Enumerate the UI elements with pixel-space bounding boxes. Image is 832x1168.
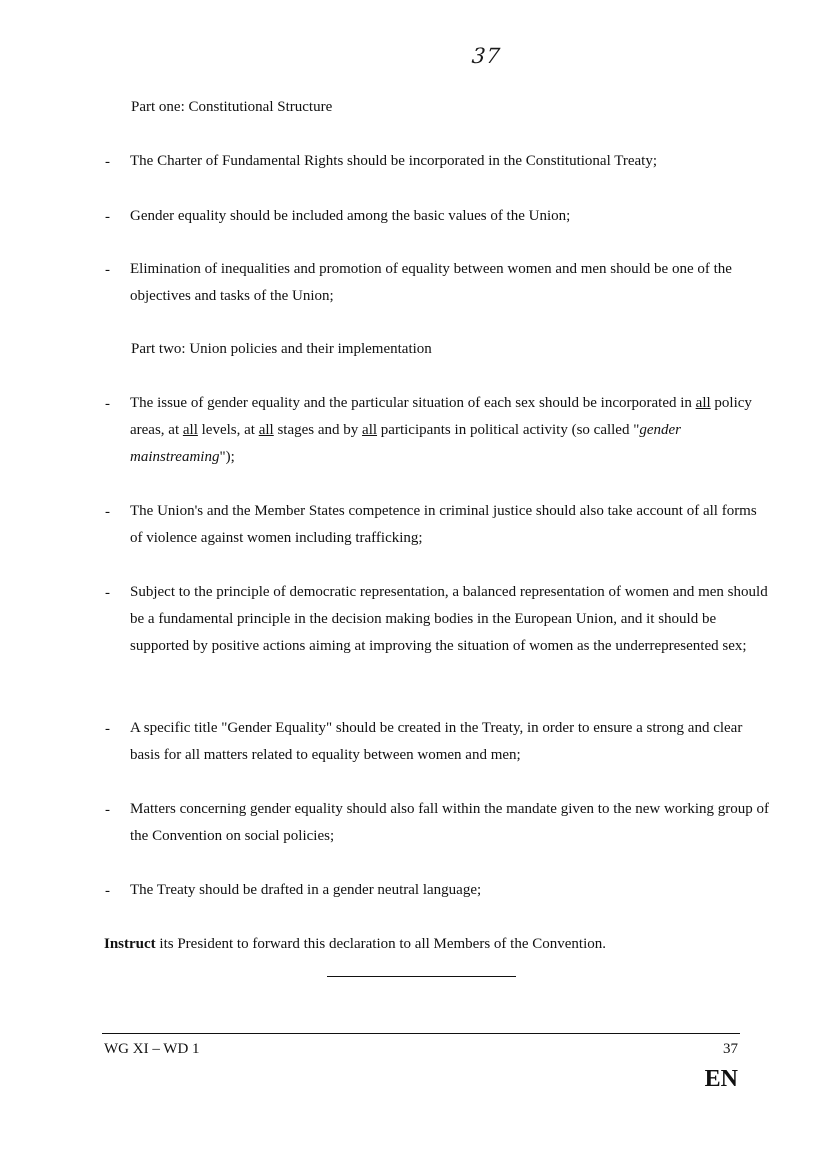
list-item: A specific title "Gender Equality" should be created in the Treaty, in order to ensure a strong and clear basis for all matters related to equality between women and men; (130, 720, 743, 763)
handwritten-page-number: 37 (470, 44, 502, 68)
italic-term: gender mainstreaming (130, 422, 681, 465)
bullet-dash: - (105, 883, 110, 899)
text-segment: The issue of gender equality and the particular situation of each sex should be incorporated in (130, 395, 696, 411)
bullet-dash: - (105, 154, 110, 170)
bullet-dash: - (105, 504, 110, 520)
bullet-dash: - (105, 802, 110, 818)
bullet-dash: - (105, 209, 110, 225)
bullet-dash: - (105, 721, 110, 737)
text-segment: stages and by (273, 422, 363, 438)
text-segment: participants in political activity (so called " (377, 422, 640, 438)
list-item: The Union's and the Member States competence in criminal justice should also take account of all forms of violence against women including trafficking; (130, 503, 757, 546)
footer-page-number: 37 (723, 1041, 738, 1057)
emphasis-all: all (362, 422, 378, 438)
bullet-dash: - (105, 396, 110, 412)
instruction-text: its President to forward this declaration to all Members of the Convention. (155, 936, 606, 952)
list-item-mainstreaming (130, 390, 770, 471)
instruct-keyword: Instruct (104, 936, 156, 952)
emphasis-all: all (258, 422, 274, 438)
part-one-heading: Part one: Constitutional Structure (131, 99, 333, 115)
footer-language-code: EN (704, 1066, 738, 1092)
emphasis-all: all (182, 422, 198, 438)
instruction-line (104, 936, 606, 953)
list-item: The Charter of Fundamental Rights should be incorporated in the Constitutional Treaty; (130, 153, 658, 169)
bullet-dash: - (105, 262, 110, 278)
emphasis-all: all (695, 395, 711, 411)
list-item: Gender equality should be included among the basic values of the Union; (130, 208, 571, 224)
text-segment: policy areas, at (130, 395, 752, 438)
list-item: Matters concerning gender equality should also fall within the mandate given to the new working group of the Convention on social policies; (130, 801, 770, 844)
footer-rule (102, 1033, 740, 1034)
bullet-dash: - (105, 585, 110, 601)
text-segment: levels, at (197, 422, 259, 438)
closing-rule (327, 976, 516, 977)
text-segment: "); (219, 449, 235, 465)
part-two-heading: Part two: Union policies and their implementation (131, 341, 432, 357)
list-item: Subject to the principle of democratic representation, a balanced representation of women and men should be a fundamental principle in the decision making bodies in the European Union, and it should be supported by positive actions aiming at improving the situation of women as the underrepresented sex; (130, 584, 768, 654)
list-item: Elimination of inequalities and promotion of equality between women and men should be one of the objectives and tasks of the Union; (130, 261, 732, 304)
footer-doc-ref: WG XI – WD 1 (104, 1041, 200, 1057)
list-item: The Treaty should be drafted in a gender neutral language; (130, 882, 482, 898)
